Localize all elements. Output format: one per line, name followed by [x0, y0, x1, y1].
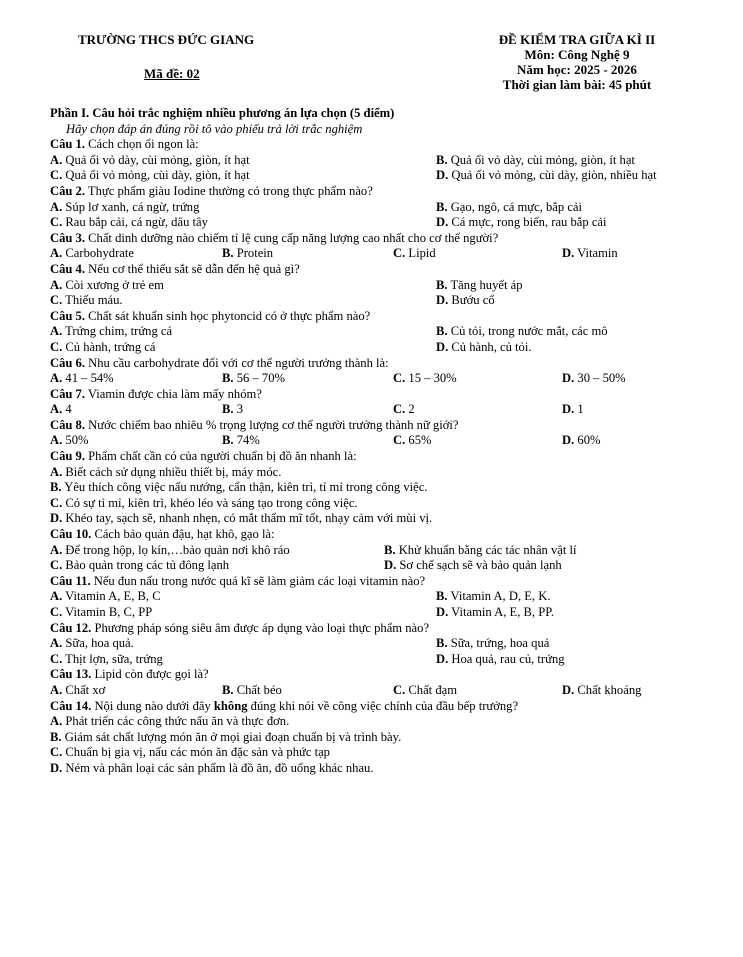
option-c [50, 168, 250, 183]
option-a [50, 200, 199, 215]
option-text: Chất xơ [62, 682, 106, 697]
question-text-emphasis: không [213, 698, 248, 713]
option-text: Thiếu máu. [62, 293, 123, 308]
option-c [393, 402, 415, 417]
question-text: Nếu đun nấu trong nước quá kĩ sẽ làm giảm các loại vitamin nào? [90, 573, 426, 588]
option-text: Vitamin [574, 246, 618, 261]
option-text: Tăng huyết áp [447, 277, 523, 292]
option-b [436, 589, 550, 604]
option-letter: C. [393, 371, 406, 386]
option-c [393, 246, 436, 261]
option-letter: D. [50, 760, 63, 775]
option-a [50, 324, 172, 339]
option-letter: D. [562, 433, 575, 448]
option-text: Bảo quản trong các tủ đông lạnh [62, 558, 230, 573]
option-letter: B. [222, 402, 234, 417]
option-text: Quả ổi vỏ dày, cùi mỏng, giòn, ít hạt [62, 152, 250, 167]
question-3 [50, 231, 730, 247]
question-label: Câu 6. [50, 355, 85, 370]
question-text: đúng khi nói về công việc chính của đầu bếp trưởng? [247, 698, 519, 713]
header-left [78, 32, 338, 47]
option-letter: D. [50, 511, 63, 526]
option-text: Củ tỏi, trong nước mắt, các mô [447, 324, 608, 339]
question-label: Câu 13. [50, 667, 92, 682]
option-letter: A. [50, 199, 63, 214]
options-row [50, 558, 730, 574]
option-b [436, 636, 549, 651]
option-letter: A. [50, 277, 63, 292]
option-letter: D. [436, 339, 449, 354]
option-letter: C. [50, 495, 63, 510]
question-text: Phương pháp sóng siêu âm được áp dụng vào loại thực phẩm nào? [91, 620, 430, 635]
option-text: Bướu cổ [448, 293, 495, 308]
options-row [50, 168, 730, 184]
option-letter: C. [393, 402, 406, 417]
option-a [50, 683, 105, 698]
options-row [50, 324, 730, 340]
question-label: Câu 11. [50, 573, 91, 588]
option-d [50, 511, 730, 527]
option-letter: B. [222, 682, 234, 697]
option-text: Vitamin A, E, B, PP. [448, 605, 554, 619]
question-text: Viamin được chia làm mấy nhóm? [85, 386, 262, 401]
option-letter: D. [436, 168, 449, 183]
question-text: Cách chọn ổi ngon là: [85, 137, 199, 152]
option-b [222, 246, 273, 261]
option-text: 50% [62, 433, 89, 448]
options-row [50, 278, 730, 294]
option-d [562, 433, 600, 448]
option-a [50, 278, 164, 293]
option-text: 41 – 54% [62, 371, 114, 386]
option-text: Sữa, trứng, hoa quả [447, 636, 550, 651]
option-b [222, 402, 243, 417]
options-row [50, 402, 730, 418]
option-letter: C. [393, 246, 406, 261]
option-a [50, 714, 730, 730]
option-letter: A. [50, 682, 63, 697]
options-row [50, 340, 730, 356]
option-text: 65% [405, 433, 432, 448]
question-text: Chất dinh dưỡng nào chiếm tỉ lệ cung cấp năng lượng cao nhất cho cơ thể người? [85, 230, 499, 245]
question-13 [50, 667, 730, 683]
option-letter: B. [384, 542, 396, 557]
option-a [50, 402, 72, 417]
options-row [50, 215, 730, 231]
option-a [50, 153, 250, 168]
option-c [50, 293, 123, 308]
subject: Môn: Công Nghệ 9 [524, 47, 630, 62]
option-letter: C. [50, 339, 63, 354]
option-letter: C. [50, 215, 63, 230]
option-letter: A. [50, 464, 63, 479]
options-row [50, 153, 730, 169]
option-letter: A. [50, 246, 63, 261]
option-letter: D. [436, 651, 449, 666]
options-row [50, 371, 730, 387]
option-letter: B. [436, 636, 448, 651]
options-row [50, 200, 730, 216]
option-b [436, 278, 523, 293]
option-text: Quả ổi vỏ dày, cùi mỏng, giòn, ít hạt [447, 152, 635, 167]
option-c [50, 496, 730, 512]
option-text: Chất khoáng [574, 682, 642, 697]
exam-title: ĐỀ KIỂM TRA GIỮA KÌ II [498, 32, 656, 47]
question-text: Nhu cầu carbohydrate đối với cơ thể người trưởng thành là: [85, 355, 389, 370]
exam-code: Mã đề: 02 [144, 66, 200, 81]
question-text: Cách bảo quản đậu, hạt khô, gạo là: [91, 527, 275, 542]
option-text: Yêu thích công việc nấu nướng, cẩn thận, kiên trì, tỉ mỉ trong công việc. [61, 480, 428, 495]
option-text: Biết cách sử dụng nhiều thiết bị, máy móc. [62, 464, 282, 479]
option-text: 56 – 70% [233, 371, 285, 386]
option-a [50, 543, 290, 558]
question-text: Lipid còn được gọi là? [91, 667, 209, 682]
options-row [50, 605, 730, 621]
option-letter: C. [50, 605, 63, 619]
option-a [50, 433, 88, 448]
option-letter: B. [50, 729, 62, 744]
option-d [436, 293, 495, 308]
options-row [50, 293, 730, 309]
option-b [222, 433, 260, 448]
option-letter: B. [50, 480, 62, 495]
option-text: Vitamin A, D, E, K. [447, 589, 551, 604]
option-text: Quả ổi vỏ mỏng, cùi dày, giòn, nhiều hạt [448, 168, 657, 183]
option-c [393, 371, 457, 386]
option-letter: B. [436, 324, 448, 339]
option-letter: C. [50, 745, 63, 760]
option-text: Có sự tỉ mỉ, kiên trì, khéo léo và sáng tạo trong công việc. [62, 495, 358, 510]
question-label: Câu 12. [50, 620, 92, 635]
option-d [384, 558, 562, 573]
option-text: Cá mực, rong biển, rau bắp cải [448, 215, 607, 230]
option-text: Sơ chế sạch sẽ và bảo quản lạnh [396, 558, 562, 573]
options-row [50, 433, 730, 449]
option-d [436, 605, 554, 620]
option-d [562, 402, 584, 417]
option-text: Hoa quả, rau củ, trứng [448, 651, 565, 666]
option-letter: D. [436, 215, 449, 230]
option-letter: A. [50, 371, 63, 386]
option-letter: D. [562, 246, 575, 261]
option-letter: D. [384, 558, 397, 573]
option-letter: A. [50, 542, 63, 557]
option-text: Chất đạm [405, 682, 458, 697]
option-d [50, 761, 730, 777]
options-row [50, 589, 730, 605]
question-label: Câu 1. [50, 137, 85, 152]
option-text: Rau bắp cải, cá ngừ, dâu tây [62, 215, 208, 230]
option-text: Phát triển các công thức nấu ăn và thực đơn. [62, 714, 290, 729]
option-text: Carbohydrate [62, 246, 134, 261]
option-c [50, 340, 155, 355]
option-d [436, 168, 657, 183]
option-c [50, 652, 163, 667]
question-text: Nước chiếm bao nhiêu % trọng lượng cơ thể người trưởng thành nữ giới? [85, 417, 459, 432]
option-c [393, 683, 457, 698]
option-text: Gạo, ngô, cá mực, bắp cải [447, 199, 583, 214]
school-name: TRƯỜNG THCS ĐỨC GIANG [78, 32, 255, 47]
option-d [562, 683, 641, 698]
duration: Thời gian làm bài: 45 phút [502, 77, 652, 92]
question-text: Phẩm chất cần có của người chuẩn bị đồ ăn nhanh là: [85, 449, 357, 464]
option-letter: D. [436, 605, 449, 619]
option-text: Súp lơ xanh, cá ngừ, trứng [62, 199, 200, 214]
question-4 [50, 262, 730, 278]
question-label: Câu 10. [50, 527, 92, 542]
option-text: Lipid [405, 246, 436, 261]
option-letter: C. [50, 558, 63, 573]
option-letter: A. [50, 152, 63, 167]
option-text: Vitamin B, C, PP [62, 605, 153, 619]
question-label: Câu 5. [50, 308, 85, 323]
option-b [384, 543, 577, 558]
option-letter: B. [436, 277, 448, 292]
question-label: Câu 8. [50, 417, 85, 432]
option-text: Protein [233, 246, 274, 261]
option-text: 74% [233, 433, 260, 448]
school-year: Năm học: 2025 - 2026 [517, 62, 637, 77]
option-letter: C. [393, 682, 406, 697]
option-letter: B. [436, 589, 448, 604]
option-d [436, 215, 607, 230]
option-letter: B. [436, 152, 448, 167]
option-letter: B. [436, 199, 448, 214]
options-row [50, 246, 730, 262]
option-letter: C. [50, 168, 63, 183]
option-text: Để trong hộp, lọ kín,…bảo quản nơi khô ráo [62, 542, 290, 557]
options-row [50, 543, 730, 559]
option-text: Ném và phân loại các sản phẩm là đồ ăn, đồ uống khác nhau. [62, 760, 374, 775]
question-1 [50, 137, 730, 153]
option-text: 60% [574, 433, 601, 448]
option-c [50, 558, 229, 573]
option-letter: C. [50, 651, 63, 666]
option-d [562, 371, 626, 386]
option-a [50, 636, 134, 651]
question-11 [50, 574, 730, 590]
option-text: 30 – 50% [574, 371, 626, 386]
header-right [442, 32, 712, 92]
option-text: Vitamin A, E, B, C [62, 589, 161, 604]
option-c [50, 745, 730, 761]
question-label: Câu 14. [50, 698, 92, 713]
question-label: Câu 7. [50, 386, 85, 401]
option-letter: B. [222, 433, 234, 448]
option-letter: B. [222, 246, 234, 261]
question-7 [50, 387, 730, 403]
option-text: 15 – 30% [405, 371, 457, 386]
option-letter: C. [393, 433, 406, 448]
option-b [436, 153, 635, 168]
question-text: Thực phẩm giàu Iodine thường có trong thực phẩm nào? [85, 183, 373, 198]
question-12 [50, 621, 730, 637]
option-letter: A. [50, 324, 63, 339]
option-a [50, 371, 114, 386]
question-text: Nội dung nào dưới đây [91, 698, 214, 713]
options-row [50, 652, 730, 668]
question-label: Câu 9. [50, 449, 85, 464]
option-c [50, 215, 208, 230]
options-row [50, 636, 730, 652]
question-label: Câu 4. [50, 261, 85, 276]
option-letter: A. [50, 433, 63, 448]
option-d [436, 340, 532, 355]
option-b [222, 683, 282, 698]
question-6 [50, 356, 730, 372]
question-10 [50, 527, 730, 543]
option-text: Còi xương ở trẻ em [62, 277, 164, 292]
option-letter: A. [50, 589, 63, 604]
option-d [562, 246, 618, 261]
option-text: Trứng chim, trứng cá [62, 324, 173, 339]
option-text: Chuẩn bị gia vị, nấu các món ăn đặc sản và phức tạp [62, 745, 330, 760]
option-text: 3 [233, 402, 244, 417]
option-b [436, 324, 608, 339]
option-text: Chất béo [233, 682, 282, 697]
option-letter: A. [50, 714, 63, 729]
option-a [50, 246, 134, 261]
option-letter: D. [562, 371, 575, 386]
question-2 [50, 184, 730, 200]
exam-content [50, 106, 730, 777]
option-text: Giám sát chất lượng món ăn ở mọi giai đoạn chuẩn bị và trình bày. [61, 729, 402, 744]
question-text: Chất sát khuẩn sinh học phytoncid có ở thực phẩm nào? [85, 308, 371, 323]
option-text: 4 [62, 402, 72, 417]
part-instruction: Hãy chọn đáp án đúng rồi tô vào phiếu trả lời trắc nghiệm [66, 121, 363, 136]
option-letter: D. [562, 682, 575, 697]
option-a [50, 589, 161, 604]
option-text: 2 [405, 402, 415, 417]
question-9 [50, 449, 730, 465]
option-b [50, 480, 730, 496]
option-text: Khử khuẩn bằng các tác nhân vật lí [395, 542, 577, 557]
question-5 [50, 309, 730, 325]
question-14 [50, 699, 730, 715]
option-text: Quả ổi vỏ mỏng, cùi dày, giòn, ít hạt [62, 168, 250, 183]
option-letter: D. [562, 402, 575, 417]
option-d [436, 652, 565, 667]
option-letter: A. [50, 636, 63, 651]
question-label: Câu 3. [50, 230, 85, 245]
option-text: Củ hành, trứng cá [62, 339, 156, 354]
question-text: Nếu cơ thể thiếu sắt sẽ dẫn đến hệ quả gì? [85, 261, 300, 276]
option-text: Sữa, hoa quả. [62, 636, 134, 651]
option-b [222, 371, 285, 386]
option-text: Củ hành, củ tỏi. [448, 339, 532, 354]
option-c [50, 605, 152, 620]
option-b [50, 730, 730, 746]
option-letter: B. [222, 371, 234, 386]
option-letter: C. [50, 293, 63, 308]
question-8 [50, 418, 730, 434]
options-row [50, 683, 730, 699]
question-label: Câu 2. [50, 183, 85, 198]
option-text: 1 [574, 402, 584, 417]
option-c [393, 433, 431, 448]
option-letter: A. [50, 402, 63, 417]
part-title: Phần I. Câu hỏi trắc nghiệm nhiều phương án lựa chọn (5 điểm) [50, 106, 395, 120]
option-a [50, 465, 730, 481]
option-text: Thịt lợn, sữa, trứng [62, 651, 163, 666]
option-text: Khéo tay, sạch sẽ, nhanh nhẹn, có mắt thẩm mĩ tốt, nhạy cảm với mùi vị. [62, 511, 433, 526]
option-letter: D. [436, 293, 449, 308]
option-b [436, 200, 582, 215]
